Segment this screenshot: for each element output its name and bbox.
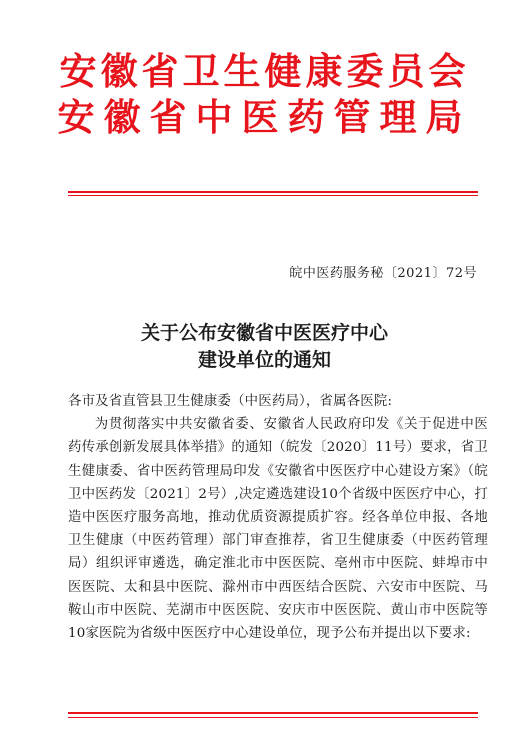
issuer-health-commission: 安徽省卫生健康委员会 xyxy=(59,49,470,93)
header-divider-thick xyxy=(68,191,478,193)
header-divider-thin xyxy=(68,195,478,196)
issuer-tcm-bureau: 安徽省中医药管理局 xyxy=(57,95,472,139)
document-title xyxy=(0,320,529,374)
document-title-line1: 关于公布安徽省中医医疗中心 xyxy=(140,322,388,344)
footer-divider-thin xyxy=(68,717,478,718)
body-paragraph: 为贯彻落实中共安徽省委、安徽省人民政府印发《关于促进中医药传承创新发展具体举措》的通知（皖发〔2020〕11号）要求，省卫生健康委、省中医药管理局印发《安徽省中医医疗中心建设方案》（皖卫中医药发〔2021〕2号）,决定遴选建设10个省级中医医疗中心，打造中医医疗服务高地，推动优质资源提质扩容。经各单位申报、各地卫生健康（中医药管理）部门审查推荐，省卫生健康委（中医药管理局）组织评审遴选，确定淮北市中医医院、亳州市中医院、蚌埠市中医医院、太和县中医院、滁州市中西医结合医院、六安市中医院、马鞍山市中医院、芜湖市中医医院、安庆市中医医院、黄山市中医院等10家医院为省级中医医疗中心建设单位，现予公布并提出以下要求: xyxy=(68,417,488,642)
document-title-line2: 建设单位的通知 xyxy=(197,349,331,371)
salutation: 各市及省直管县卫生健康委（中医药局），省属各医院: xyxy=(68,394,393,409)
document-body xyxy=(68,390,488,645)
issuing-authority-header xyxy=(0,48,529,140)
document-number: 皖中医药服务秘〔2021〕72号 xyxy=(289,266,477,281)
footer-divider-thick xyxy=(68,712,478,714)
